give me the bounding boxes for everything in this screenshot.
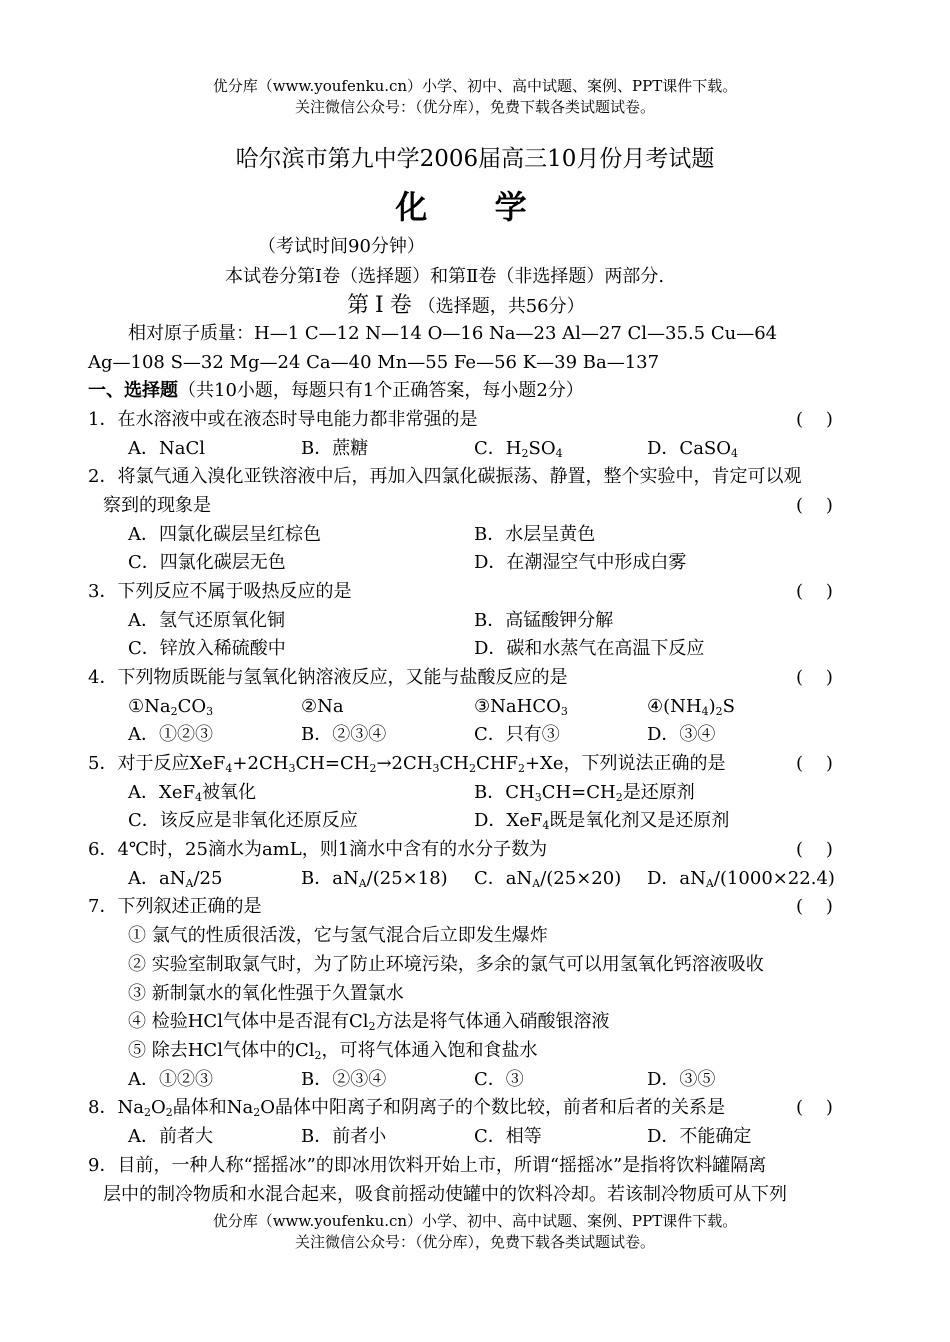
question-8-stem: 8．$Na_2O_2$晶体和$Na_2O$晶体中阳离子和阴离子的个数比较，前者和后者的关系是 [88, 1097, 725, 1119]
option-c: C．四氯化碳层无色 [128, 552, 286, 573]
option-c: C．③ [474, 1069, 524, 1090]
subject-title: 化 学 [395, 188, 555, 226]
question-6-answer-blank[interactable]: ( ) [796, 839, 833, 860]
option-b: B．前者小 [301, 1126, 387, 1147]
exam-title: 哈尔滨市第九中学2006届高三10月份月考试题 [235, 146, 715, 172]
option-c: C．相等 [474, 1126, 542, 1147]
option-a: A．前者大 [128, 1126, 213, 1147]
question-5-options-row-2 [128, 807, 820, 835]
question-7-statement-3: ③ 新制氯水的氧化性强于久置氯水 [128, 983, 404, 1004]
option-c: C．$H_2SO_4$ [474, 438, 563, 460]
option-c: C．锌放入稀硫酸中 [128, 638, 286, 659]
question-6-options [128, 865, 835, 893]
option-a: A．氢气还原氧化铜 [128, 610, 285, 631]
option-b: B．②③④ [301, 724, 387, 745]
section-heading [88, 377, 584, 405]
section-label: 一、选择题 [88, 380, 178, 401]
question-8-answer-blank[interactable]: ( ) [796, 1097, 833, 1118]
page-header [0, 76, 950, 118]
header-line-1: 优分库（www.youfenku.cn）小学、初中、高中试题、案例、PPT课件下载。 [212, 77, 738, 95]
question-2-stem-line-1: 2．将氯气通入溴化亚铁溶液中后，再加入四氯化碳振荡、静置，整个实验中，肯定可以观 [88, 466, 802, 487]
option-d: D．不能确定 [647, 1126, 752, 1147]
question-7-statement-2: ② 实验室制取氯气时，为了防止环境污染，多余的氯气可以用氢氧化钙溶液吸收 [128, 954, 764, 975]
question-1-options [128, 435, 820, 463]
option-b: B．蔗糖 [301, 438, 369, 459]
option-a: A．①②③ [128, 1069, 213, 1090]
question-2-options-row-1 [128, 521, 820, 549]
option-b: B．②③④ [301, 1069, 387, 1090]
question-6-stem: 6．4℃时，25滴水为amL，则1滴水中含有的水分子数为 [88, 839, 548, 860]
question-3-options-row-2 [128, 635, 820, 663]
option-d: D．XeF$_4$既是氧化剂又是还原剂 [474, 810, 730, 832]
option-d: D．碳和水蒸气在高温下反应 [474, 638, 705, 659]
exam-intro: 本试卷分第Ⅰ卷（选择题）和第Ⅱ卷（非选择题）两部分. [225, 266, 665, 287]
option-d: D．在潮湿空气中形成白雾 [474, 552, 687, 573]
option-a: A．①②③ [128, 724, 213, 745]
section-note: （共10小题，每题只有1个正确答案，每小题2分） [178, 380, 584, 401]
footer-line-2: 关注微信公众号：（优分库），免费下载各类试题试卷。 [294, 1233, 655, 1251]
question-4-answer-blank[interactable]: ( ) [796, 667, 833, 688]
question-7-answer-blank[interactable]: ( ) [796, 896, 833, 917]
option-d: D．$aN_A/(1000\times 22.4)$ [647, 868, 835, 890]
option-d: D．③⑤ [647, 1069, 716, 1090]
question-3-options-row-1 [128, 607, 820, 635]
option-b: B．$aN_A/(25\times 18)$ [301, 868, 448, 890]
question-1-stem: 1．在水溶液中或在液态时导电能力都非常强的是 [88, 409, 478, 430]
option-b: B．$CH_3CH=CH_2$是还原剂 [474, 782, 695, 804]
option-d: D．CaSO$_4$ [647, 438, 739, 460]
question-7-statement-1: ① 氯气的性质很活泼，它与氢气混合后立即发生爆炸 [128, 925, 548, 946]
option-a: A．四氯化碳层呈红棕色 [128, 524, 321, 545]
question-5-answer-blank[interactable]: ( ) [796, 753, 833, 774]
question-7-statement-4: ④ 检验HCl气体中是否混有$Cl_2$方法是将气体通入硝酸银溶液 [128, 1011, 610, 1033]
option-d: D．③④ [647, 724, 716, 745]
option-c: C．只有③ [474, 724, 560, 745]
part-one-label: 第Ⅰ卷 [347, 293, 418, 318]
page-footer [0, 1211, 950, 1253]
question-7-options [128, 1066, 820, 1094]
question-7-stem: 7．下列叙述正确的是 [88, 896, 262, 917]
substance-3: ③NaHCO$_3$ [474, 696, 568, 718]
question-2-answer-blank[interactable]: ( ) [796, 495, 833, 516]
question-9-stem-line-1: 9．目前，一种人称“摇摇冰”的即冰用饮料开始上市，所谓“摇摇冰”是指将饮料罐隔离 [88, 1155, 767, 1176]
option-a: A．$aN_A/25$ [128, 868, 223, 890]
question-4-options [128, 721, 820, 749]
question-5-options-row-1 [128, 779, 820, 807]
option-a: A．XeF$_4$被氧化 [128, 782, 256, 804]
substance-2: ②Na [301, 696, 344, 717]
option-a: A．NaCl [128, 438, 206, 459]
question-1-answer-blank[interactable]: ( ) [796, 409, 833, 430]
part-one-heading [347, 292, 585, 321]
question-4-stem: 4．下列物质既能与氢氧化钠溶液反应，又能与盐酸反应的是 [88, 667, 568, 688]
question-7-statement-5: ⑤ 除去HCl气体中的$Cl_2$，可将气体通入饱和食盐水 [128, 1040, 538, 1062]
substance-4: $④(NH_4)_2S$ [647, 696, 735, 718]
question-8-options [128, 1123, 820, 1151]
option-c: C．$aN_A/(25\times 20)$ [474, 868, 622, 890]
question-9-stem-line-2: 层中的制冷物质和水混合起来，吸食前摇动使罐中的饮料冷却。若该制冷物质可从下列 [103, 1184, 787, 1205]
exam-time: （考试时间90分钟） [258, 236, 425, 257]
question-3-stem: 3．下列反应不属于吸热反应的是 [88, 581, 352, 602]
substance-1: $①Na_2CO_3$ [128, 696, 214, 718]
question-3-answer-blank[interactable]: ( ) [796, 581, 833, 602]
header-line-2: 关注微信公众号：（优分库），免费下载各类试题试卷。 [294, 98, 655, 116]
question-2-options-row-2 [128, 549, 820, 577]
atomic-masses-line-1: 相对原子质量：H—1 C—12 N—14 O—16 Na—23 Al—27 Cl—35.5 Cu—64 [128, 323, 778, 344]
option-c: C．该反应是非氧化还原反应 [128, 810, 358, 831]
option-b: B．水层呈黄色 [474, 524, 596, 545]
question-2-stem-line-2: 察到的现象是 [103, 495, 211, 516]
question-4-substances [128, 693, 820, 721]
part-one-note: （选择题，共56分） [417, 296, 585, 317]
atomic-masses-line-2: Ag—108 S—32 Mg—24 Ca—40 Mn—55 Fe—56 K—39 Ba—137 [88, 352, 660, 373]
footer-line-1: 优分库（www.youfenku.cn）小学、初中、高中试题、案例、PPT课件下载。 [212, 1212, 738, 1230]
option-b: B．高锰酸钾分解 [474, 610, 614, 631]
question-5-stem: 5．对于反应$XeF_4+2CH_3CH=CH_2\to 2CH_3CH_2CHF_2+Xe$，下列说法正确的是 [88, 753, 726, 775]
